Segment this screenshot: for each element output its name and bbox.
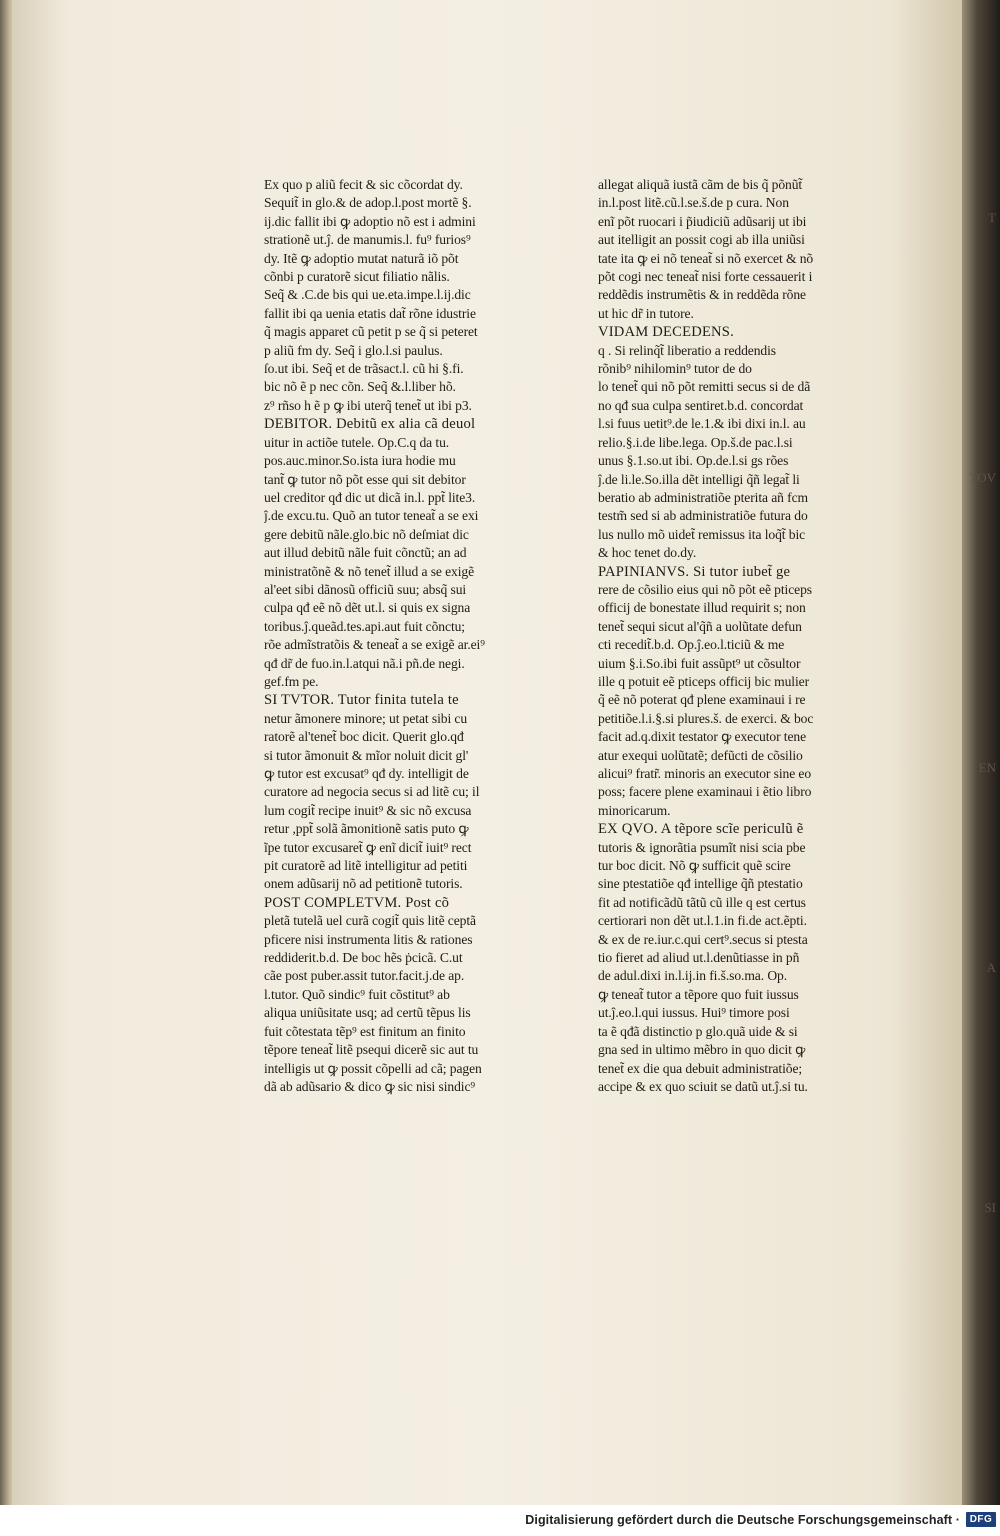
text-line: lum cogit̃ recipe inuit⁹ & sic nõ excusa [264, 802, 472, 818]
text-line: lo tenet̃ qui nõ põt remitti secus si de dã [598, 379, 811, 395]
text-line: pletã tutelã uel curã cogit̃ quis litẽ ceptã [264, 913, 476, 929]
text-line: qđ dr̃ de fuo.in.l.atqui nã.i pñ.de negi. [264, 655, 465, 671]
text-line: enĩ põt ruocari i p̃iudiciũ adũsarij ut ibi [598, 213, 807, 229]
text-line: de adul.dixi in.l.ij.in fi.š.so.ma. Op. [598, 968, 788, 984]
text-line: netur ãmonere minore; ut petat sibi cu [264, 710, 468, 726]
text-line: cti recedit̃.b.d. Op.ĵ.eo.l.ticiũ & me [598, 637, 785, 653]
text-line: gna sed in ultimo mẽbro in quo dicit ꝙ [598, 1042, 806, 1058]
text-line: aliqua uniũsitate usq; ad certũ tẽpus lis [264, 1005, 471, 1021]
text-line: q . Si relinq̃t̃ liberatio a reddendis [598, 342, 776, 358]
text-line: uel creditor qđ dic ut dicã in.l. ppt̃ lite3. [264, 489, 476, 505]
text-line: pos.auc.minor.So.ista iura hodie mu [264, 453, 456, 469]
text-line: rere de cõsilio eius qui nõ põt eẽ pticeps [598, 581, 812, 597]
text-line: lus nullo mõ uidet̃ remissus ita loq̃t̃ bic [598, 526, 806, 542]
text-line: fallit ibi qa uenia etatis dat̃ rõne idustrie [264, 305, 476, 321]
text-line: ĵ.de excu.tu. Quõ an tutor teneat̃ a se exi [264, 508, 479, 524]
text-line: rõe admĩstratõis & teneat̃ a se exigẽ ar.ei⁹ [264, 637, 485, 653]
text-line: curatore ad negocia secus si ad litẽ cu; il [264, 784, 480, 800]
spine-glyph: EN [978, 760, 996, 775]
text-line: pficere nisi instrumenta litis & rationes [264, 931, 473, 947]
spine-glyph: T [988, 210, 996, 225]
text-line: unus §.1.so.ut ibi. Op.de.l.si gs rões [598, 453, 789, 469]
text-line: si tutor ãmonuit & mĩor noluit dicit gl' [264, 747, 469, 763]
text-line: tio fieret ad aliud ut.l.denũtiasse in pñ [598, 950, 800, 966]
text-line: testm̃ sed si ab administratiõe futura do [598, 508, 808, 524]
dfg-logo-icon: DFG [966, 1512, 996, 1527]
text-line: uium §.i.So.ibi fuit assũpt⁹ ut cõsultor [598, 655, 801, 671]
text-line: tur boc dicit. Nõ ꝙ sufficit quẽ scire [598, 858, 791, 874]
text-line: tenet̃ sequi sicut al'q̃ñ a uolũtate defun [598, 618, 802, 634]
text-line: ut hic dr̃ in tutore. [598, 305, 694, 321]
text-line: atur exequi uolũtatẽ; defũcti de cõsilio [598, 747, 803, 763]
text-line: toribus.ĵ.queãd.tes.api.aut fuit cõnctu; [264, 618, 465, 634]
text-line: strationẽ ut.ĵ. de manumis.l. fu⁹ furios⁹ [264, 232, 471, 248]
text-line: ſo.ut ibi. Seq̃ et de trãsact.l. cũ hi §.fi. [264, 361, 464, 377]
text-line: DEBITOR. Debitũ ex alia cã deuol [264, 416, 476, 433]
text-line: certiorari non dẽt ut.l.1.in fi.de act.ẽpti. [598, 913, 807, 929]
text-line: ut.ĵ.eo.l.qui iussus. Hui⁹ timore posi [598, 1005, 790, 1021]
text-line: petitiõe.l.i.§.si plures.š. de exerci. & boc [598, 710, 814, 726]
text-line: & ex de re.iur.c.qui cert⁹.secus si ptesta [598, 931, 808, 947]
text-line: tant̃ ꝙ tutor nõ põt esse qui sit debitor [264, 471, 466, 487]
text-line: ratorẽ al'tenet̃ boc dicit. Querit glo.qđ [264, 729, 464, 745]
text-line: põt cogi nec teneat̃ nisi forte cessauerit i [598, 269, 813, 285]
text-line: VIDAM DECEDENS. [598, 324, 734, 341]
text-line: gere debitũ nãle.glo.bic nõ deſmiat dic [264, 526, 469, 542]
text-line: q̃ eẽ nõ poterat qđ plene examinaui i re [598, 692, 806, 708]
text-line: rõnib⁹ nihilomin⁹ tutor de do [598, 361, 752, 377]
text-line: facit ad.q.dixit testator ꝙ executor tene [598, 729, 807, 745]
text-line: officij de bonestate illud requirit s; non [598, 600, 806, 616]
text-line: tutoris & ignorãtia psumĩt nisi scia pbe [598, 839, 806, 855]
text-line: l.tutor. Quõ sindic⁹ fuit cõstitut⁹ ab [264, 986, 450, 1002]
text-line: ĵ.de li.le.So.illa dẽt intelligi q̃ñ legat̃ li [598, 471, 800, 487]
text-line: ille q potuit eẽ pticeps officij bic mulier [598, 673, 810, 689]
text-line: culpa qđ eẽ nõ dẽt ut.l. si quis ex signa [264, 600, 471, 616]
text-line: dy. Itẽ ꝙ adoptio mutat naturã iõ põt [264, 250, 459, 266]
text-line: alicui⁹ fratr̃. minoris an executor sine eo [598, 766, 812, 781]
text-line: reddiderit.b.d. De boc hẽs ṗcicã. C.ut [264, 950, 463, 966]
footer-bar [0, 1505, 1000, 1536]
funding-credit: Digitalisierung gefördert durch die Deutsche Forschungsgemeinschaft · [525, 1513, 960, 1527]
text-line: Sequit̃ in glo.& de adop.l.post mortẽ §. [264, 195, 472, 211]
text-line: tẽpore teneat̃ litẽ psequi dicerẽ sic aut tu [264, 1042, 479, 1058]
text-line: allegat aliquã iustã cãm de bis q̃ põnũt̃ [598, 177, 803, 192]
text-line: EX QVO. A tẽpore scĩe periculũ ẽ [598, 821, 804, 838]
text-line: accipe & ex quo sciuit se datũ ut.ĵ.si tu. [598, 1078, 808, 1094]
text-line: minoricarum. [598, 802, 671, 818]
text-line: uitur in actiõe tutele. Op.C.q da tu. [264, 434, 450, 450]
text-line: q̃ magis apparet cũ petit p se q̃ si peteret [264, 324, 478, 340]
text-line: tate ita ꝙ ei nõ teneat̃ si nõ exercet & nõ [598, 250, 814, 266]
text-line: onem adũsarij nõ ad petitionẽ tutoris. [264, 876, 463, 892]
text-line: & hoc tenet do.dy. [598, 545, 697, 561]
text-column-right [598, 176, 870, 1096]
text-line: PAPINIANVS. Si tutor iubet̃ ge [598, 563, 791, 580]
text-line: in.l.post litẽ.cũ.l.se.š.de p cura. Non [598, 195, 789, 211]
text-line: tenet̃ ex die qua debuit administratiõe; [598, 1060, 803, 1076]
text-line: p aliũ fm dy. Seq̃ i glo.l.si paulus. [264, 342, 443, 358]
text-line: l.si fuus uetit⁹.de le.1.& ibi dixi in.l. au [598, 416, 806, 432]
text-line: fit ad notificãdũ tãtũ cũ ille q est certus [598, 894, 806, 910]
text-line: POST COMPLETVM. Post cõ [264, 894, 450, 911]
text-line: gef.fm pe. [264, 673, 319, 689]
text-line: aut itelligit an possit cogi ab illa uniũsi [598, 232, 805, 248]
text-column-left [264, 176, 536, 1096]
text-line: Ex quo p aliũ fecit & sic cõcordat dy. [264, 177, 463, 192]
spine-glyph: TOV [969, 470, 996, 485]
text-line: no qđ sua culpa sentiret.b.d. concordat [598, 397, 804, 413]
text-line: Seq̃ & .C.de bis qui ue.eta.impe.l.ij.dic [264, 287, 471, 303]
text-line: poss; facere plene examinaui i ẽtio libro [598, 784, 812, 800]
text-line: z⁹ rñso h ẽ p ꝙ ibi uterq̃ tenet̃ ut ibi p3. [264, 397, 472, 413]
text-line: sine ptestatiõe qđ intellige q̃ñ ptestatio [598, 876, 803, 892]
text-line: retur ,ppt̃ solã ãmonitionẽ satis puto ꝙ [264, 821, 469, 837]
text-line: ministratõnẽ & nõ tenet̃ illud a se exigẽ [264, 563, 475, 579]
text-line: fuit cõtestata tẽp⁹ est finitum an finito [264, 1023, 466, 1039]
text-line: ij.dic fallit ibi ꝙ adoptio nõ est i admini [264, 213, 476, 229]
text-line: intelligis ut ꝙ possit cõpelli ad cã; pagen [264, 1060, 482, 1076]
spine-glyph: SI [984, 1200, 996, 1215]
text-line: dã ab adũsario & dico ꝙ sic nisi sindic⁹ [264, 1078, 476, 1094]
text-line: pit curatorẽ ad litẽ intelligitur ad petiti [264, 858, 468, 874]
text-line: ta ẽ qđã distinctio p glo.quã uide & si [598, 1023, 798, 1039]
spine-glyph: A [986, 960, 996, 975]
text-line: bic nõ ẽ p nec cõn. Seq̃ &.l.liber hõ. [264, 379, 456, 395]
book-spine [962, 0, 1000, 1505]
text-line: cãe post puber.assit tutor.facit.j.de ap. [264, 968, 465, 984]
text-line: ꝙ teneat̃ tutor a tẽpore quo fuit iussus [598, 986, 799, 1002]
text-line: ꝙ tutor est excusat⁹ qđ dy. intelligit de [264, 766, 469, 781]
text-line: beratio ab administratiõe pterita añ fcm [598, 489, 809, 505]
text-line: al'eet sibi dãnosũ officiũ suu; absq̃ sui [264, 581, 467, 597]
text-line: ĩpe tutor excusaret̃ ꝙ enĩ dicit̃ iuit⁹ rect [264, 839, 472, 855]
text-line: reddẽdis instrumẽtis & in reddẽda rõne [598, 287, 806, 303]
text-line: cõnbi p curatorẽ sicut filiatio nãlis. [264, 269, 450, 285]
text-line: SI TVTOR. Tutor finita tutela te [264, 692, 459, 709]
text-line: aut illud debitũ nãle fuit cõnctũ; an ad [264, 545, 467, 561]
text-line: relio.§.i.de libe.lega. Op.š.de pac.l.si [598, 434, 793, 450]
